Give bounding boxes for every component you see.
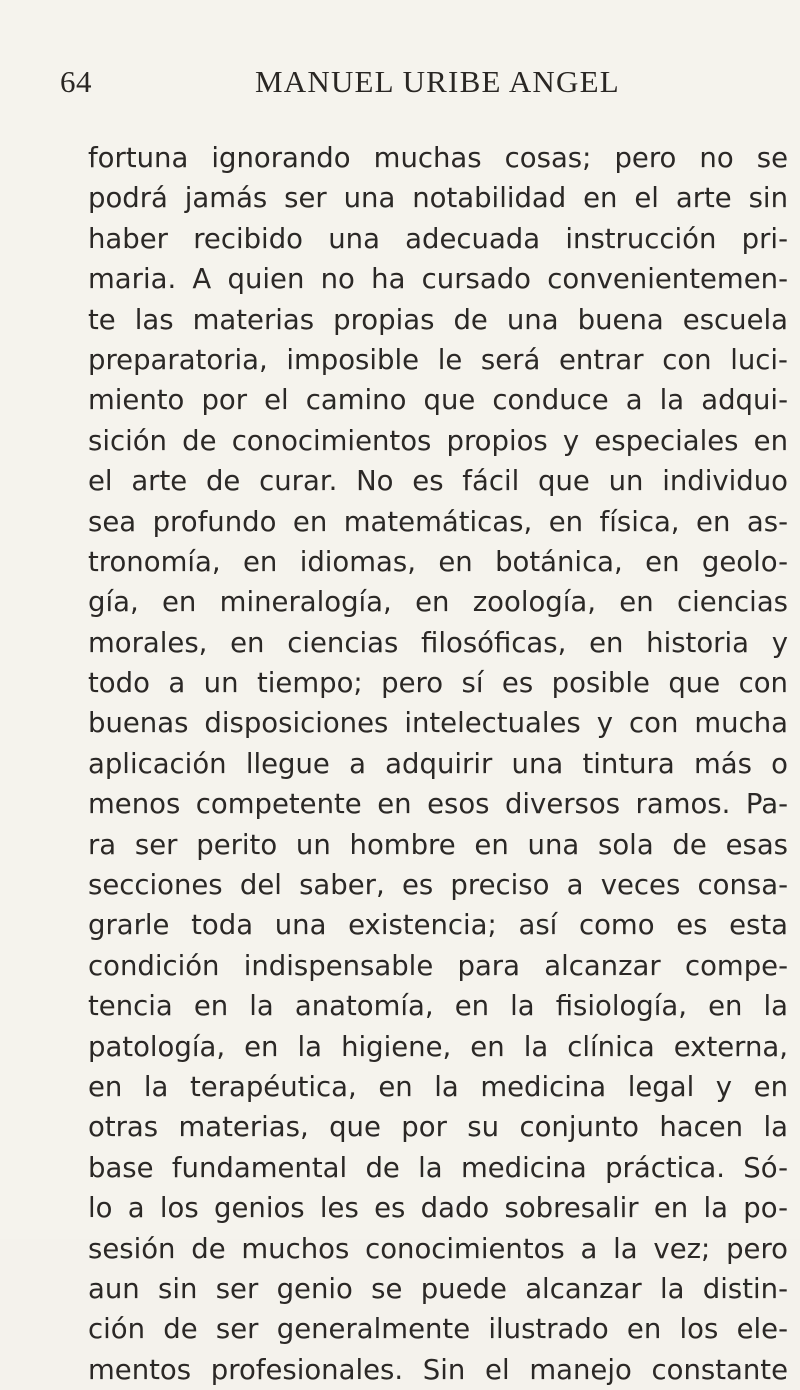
text-line: grarle toda una existencia; así como es esta bbox=[88, 909, 788, 942]
text-line: aplicación llegue a adquirir una tintura más o bbox=[88, 747, 788, 780]
page-header bbox=[0, 64, 800, 104]
text-line: secciones del saber, es preciso a veces consa- bbox=[88, 869, 788, 902]
text-line: maria. A quien no ha cursado convenientemen- bbox=[88, 263, 788, 296]
text-line: sea profundo en matemáticas, en física, en as- bbox=[88, 505, 788, 538]
text-line: podrá jamás ser una notabilidad en el arte sin bbox=[88, 182, 788, 215]
text-line: morales, en ciencias filosóficas, en historia y bbox=[88, 626, 788, 659]
text-line: base fundamental de la medicina práctica. Só- bbox=[88, 1151, 788, 1184]
text-line: en la terapéutica, en la medicina legal y en bbox=[88, 1070, 788, 1103]
text-line: tencia en la anatomía, en la fisiología, en la bbox=[88, 990, 788, 1023]
text-line: aun sin ser genio se puede alcanzar la distin- bbox=[88, 1272, 788, 1305]
text-line: sición de conocimientos propios y especiales en bbox=[88, 424, 788, 457]
body-paragraph bbox=[88, 138, 788, 1390]
text-line: mentos profesionales. Sin el manejo constante bbox=[88, 1353, 788, 1386]
text-line: fortuna ignorando muchas cosas; pero no se bbox=[88, 142, 788, 174]
text-line: te las materias propias de una buena escuela bbox=[88, 303, 788, 336]
running-head: MANUEL URIBE ANGEL bbox=[255, 64, 620, 99]
text-line: menos competente en esos diversos ramos. Pa- bbox=[88, 788, 788, 821]
text-line: todo a un tiempo; pero sí es posible que con bbox=[88, 667, 788, 700]
text-line: haber recibido una adecuada instrucción pri- bbox=[88, 222, 788, 255]
text-line: buenas disposiciones intelectuales y con mucha bbox=[88, 707, 788, 740]
text-line: otras materias, que por su conjunto hacen la bbox=[88, 1111, 788, 1144]
text-line: tronomía, en idiomas, en botánica, en geolo- bbox=[88, 545, 788, 578]
text-line: ra ser perito un hombre en una sola de esas bbox=[88, 828, 788, 861]
text-line: gía, en mineralogía, en zoología, en ciencias bbox=[88, 586, 788, 619]
text-line: condición indispensable para alcanzar compe- bbox=[88, 949, 788, 982]
page-number: 64 bbox=[60, 64, 92, 99]
text-line: preparatoria, imposible le será entrar con luci- bbox=[88, 343, 788, 376]
text-line: el arte de curar. No es fácil que un individuo bbox=[88, 465, 788, 498]
text-line: patología, en la higiene, en la clínica externa, bbox=[88, 1030, 788, 1063]
text-line: sesión de muchos conocimientos a la vez; pero bbox=[88, 1232, 788, 1265]
text-line: lo a los genios les es dado sobresalir en la po- bbox=[88, 1192, 788, 1225]
text-line: ción de ser generalmente ilustrado en los ele- bbox=[88, 1313, 788, 1346]
text-line: miento por el camino que conduce a la adqui- bbox=[88, 384, 788, 417]
